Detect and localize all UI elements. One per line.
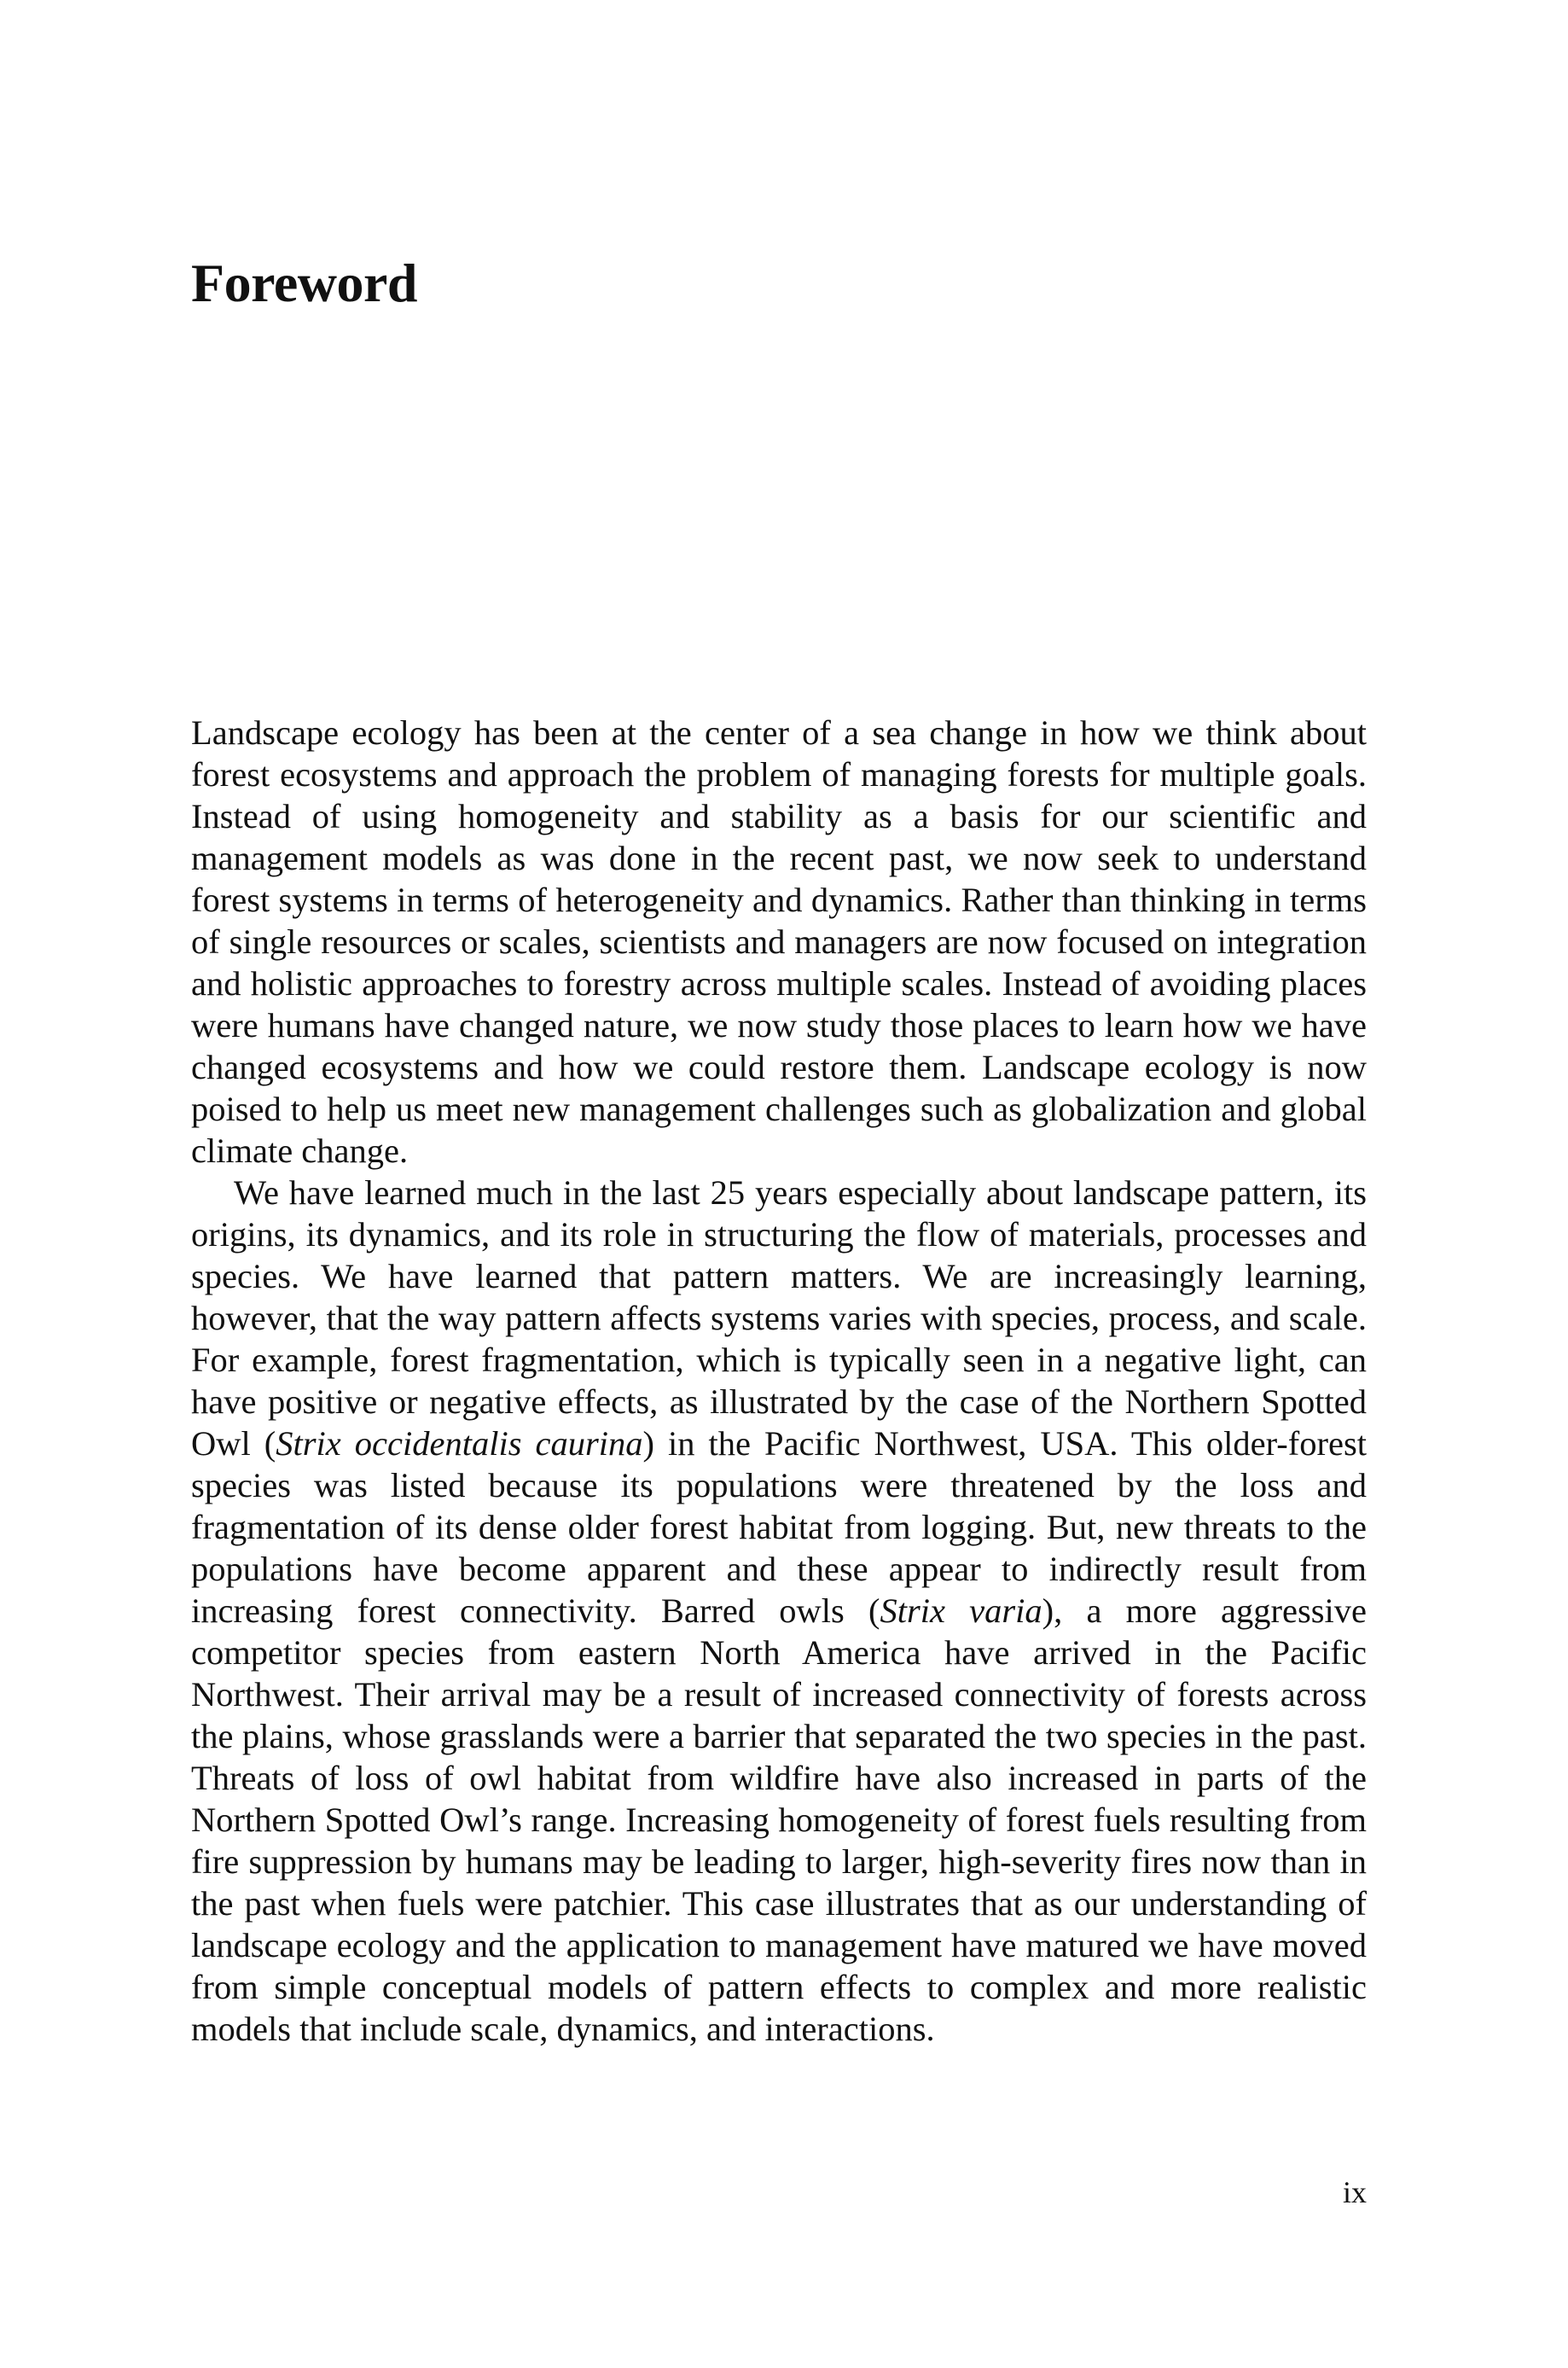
species-name-spotted-owl: Strix occidentalis caurina <box>276 1424 643 1463</box>
species-name-barred-owl: Strix varia <box>880 1591 1042 1630</box>
paragraph-2-text-a: We have learned much in the last 25 years especially about landscape pattern, its origins, its dynamics, and its role in structuring the flow of materials, processes and species. We have learned that pattern matters. We are increasingly learning, however, that the way pattern affects systems varies with species, process, and scale. For example, forest fragmentation, which is typically seen in a negative light, can have positive or negative effects, as illustrated by the case of the Northern Spotted Owl ( <box>191 1173 1367 1463</box>
foreword-body <box>191 712 1367 2050</box>
page-number: ix <box>1342 2175 1367 2209</box>
paragraph-1: Landscape ecology has been at the center of a sea change in how we think about forest ecosystems and approach the problem of managing forests for multiple goals. Instead of using homogeneity and stability as a basis for our scientific and management models as was done in the recent past, we now seek to understand forest systems in terms of heterogeneity and dynamics. Rather than thinking in terms of single resources or scales, scientists and managers are now focused on integration and holistic approaches to forestry across multiple scales. Instead of avoiding places were humans have changed nature, we now study those places to learn how we have changed ecosystems and how we could restore them. Landscape ecology is now poised to help us meet new management challenges such as globalization and global climate change. <box>191 713 1367 1170</box>
page-title: Foreword <box>191 253 417 313</box>
paragraph-2-text-c: ), a more aggressive competitor species from eastern North America have arrived in the Pacific Northwest. Their arrival may be a result of increased connectivity of forests across the plains, whose grasslands were a barrier that separated the two species in the past. Threats of loss of owl habitat from wildfire have also increased in parts of the Northern Spotted Owl’s range. Increasing homogeneity of forest fuels resulting from fire suppression by humans may be leading to larger, high-severity fires now than in the past when fuels were patchier. This case illustrates that as our understanding of landscape ecology and the application to management have matured we have moved from simple conceptual models of pattern effects to complex and more realistic models that include scale, dynamics, and interactions. <box>191 1591 1367 2048</box>
paragraph-2 <box>191 1172 1367 2050</box>
paragraph-2-text-b: ) in the Pacific Northwest, USA. This older-forest species was listed because its populations were threatened by the loss and fragmentation of its dense older forest habitat from logging. But, new threats to the populations have become apparent and these appear to indirectly result from increasing forest connectivity. Barred owls ( <box>191 1424 1367 1630</box>
